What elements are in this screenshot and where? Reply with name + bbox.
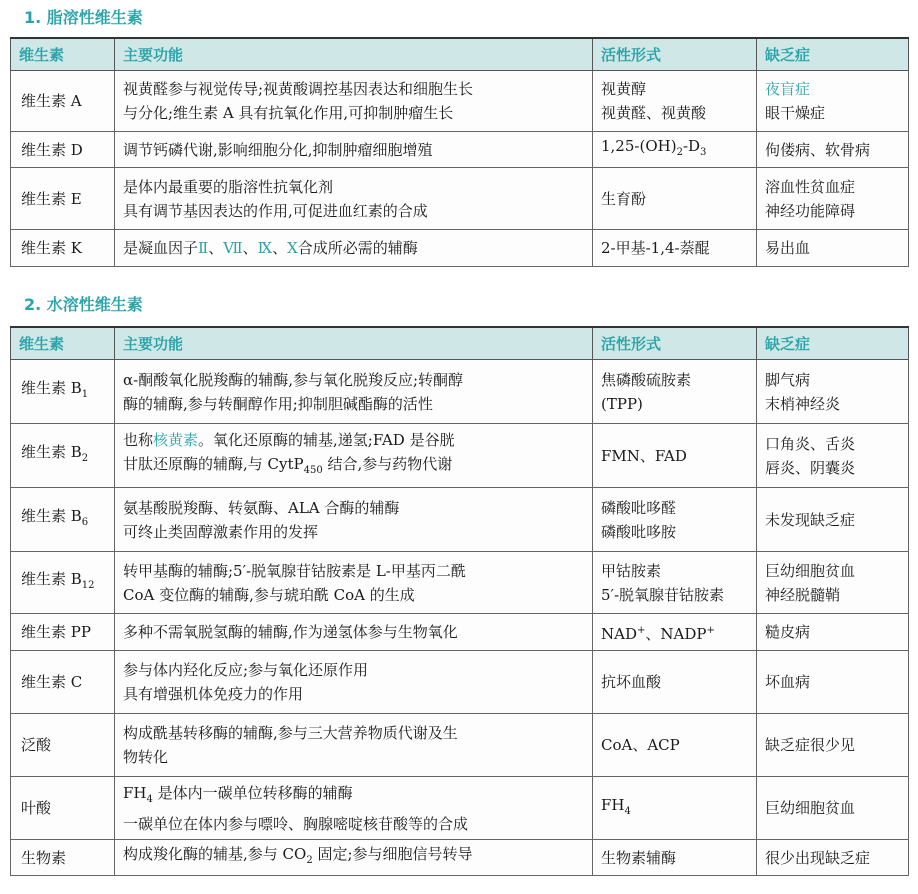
function-text: 合成所必需的辅酶 (297, 239, 418, 257)
form-text: -D (682, 137, 701, 155)
vitamin-deficiency: 溶血性贫血症 神经功能障碍 (757, 168, 909, 230)
function-text: 构成羧化酶的辅基,参与 CO (123, 845, 307, 863)
vitamin-deficiency: 脚气病 末梢神经炎 (757, 360, 909, 424)
table-row (11, 777, 909, 840)
fat-soluble-vitamin-table (10, 37, 909, 267)
table-row (11, 360, 909, 424)
vitamin-active-form (593, 614, 757, 651)
vitamin-name: 维生素 K (11, 230, 115, 267)
vitamin-name (11, 552, 115, 614)
deficiency-text: 眼干燥症 (765, 104, 826, 122)
vitamin-deficiency: 口角炎、舌炎 唇炎、阴囊炎 (757, 424, 909, 488)
header-function: 主要功能 (115, 38, 593, 71)
vitamin-function: 是体内最重要的脂溶性抗氧化剂 具有调节基因表达的作用,可促进血红素的合成 (115, 168, 593, 230)
function-text: 。氧化还原酶的辅基,递氢;FAD 是谷胱 (198, 431, 455, 449)
table-row (11, 230, 909, 267)
function-text: 是体内一碳单位转移酶的辅酶 (152, 783, 353, 802)
vitamin-active-form: 磷酸吡哆醛 磷酸吡哆胺 (593, 488, 757, 552)
table-row (11, 552, 909, 614)
function-text: 固定;参与细胞信号转导 (312, 845, 473, 863)
form-subscript: 4 (624, 805, 631, 817)
vitamin-name (11, 488, 115, 552)
vitamin-deficiency: 巨幼细胞贫血 神经脱髓鞘 (757, 552, 909, 614)
vitamin-function: 调节钙磷代谢,影响细胞分化,抑制肿瘤细胞增殖 (115, 132, 593, 168)
vitamin-name: 维生素 C (11, 651, 115, 714)
vitamin-function: 转甲基酶的辅酶;5′-脱氧腺苷钴胺素是 L-甲基丙二酰 CoA 变位酶的辅酶,参与琥珀酰 CoA 的生成 (115, 552, 593, 614)
function-text: FH (123, 783, 147, 802)
vitamin-deficiency: 很少出现缺乏症 (757, 840, 909, 876)
vitamin-name: 叶酸 (11, 777, 115, 840)
vitamin-name: 维生素 E (11, 168, 115, 230)
name-subscript: 6 (81, 517, 89, 528)
section-title-fat-soluble: 1. 脂溶性维生素 (24, 8, 143, 27)
header-active-form: 活性形式 (593, 327, 757, 360)
function-text: 一碳单位在体内参与嘌呤、胸腺嘧啶核苷酸等的合成 (123, 814, 469, 833)
vitamin-function (115, 424, 593, 488)
water-soluble-vitamin-table (10, 326, 909, 876)
function-subscript: 450 (303, 465, 323, 476)
form-text: 1,25-(OH) (601, 137, 677, 155)
header-function: 主要功能 (115, 327, 593, 360)
table-row (11, 651, 909, 714)
form-text: NAD (601, 624, 637, 643)
header-vitamin: 维生素 (11, 327, 115, 360)
function-text: 也称 (123, 431, 154, 449)
table-header-row (11, 327, 909, 360)
vitamin-function: 氨基酸脱羧酶、转氨酶、ALA 合酶的辅酶 可终止类固醇激素作用的发挥 (115, 488, 593, 552)
table-row (11, 71, 909, 132)
form-superscript: + (636, 624, 646, 636)
vitamin-active-form: 生物素辅酶 (593, 840, 757, 876)
function-text: 结合,参与药物代谢 (322, 455, 453, 473)
vitamin-function: 多种不需氧脱氢酶的辅酶,作为递氢体参与生物氧化 (115, 614, 593, 651)
vitamin-active-form: 焦磷酸硫胺素 (TPP) (593, 360, 757, 424)
vitamin-deficiency: 糙皮病 (757, 614, 909, 651)
header-deficiency: 缺乏症 (757, 327, 909, 360)
name-subscript: 12 (81, 580, 95, 591)
name-text: 维生素 B (21, 379, 82, 397)
table-row (11, 488, 909, 552)
form-subscript: 3 (700, 147, 707, 158)
name-text: 维生素 B (21, 507, 82, 525)
form-superscript: + (706, 624, 715, 636)
name-subscript: 1 (81, 389, 89, 400)
clotting-factor: Ⅹ (287, 239, 298, 257)
name-text: 维生素 B (21, 443, 82, 461)
name-text: 维生素 B (21, 570, 82, 588)
function-highlight: 核黄素 (153, 431, 199, 449)
table-row (11, 614, 909, 651)
vitamin-name (11, 360, 115, 424)
section-title-water-soluble: 2. 水溶性维生素 (24, 295, 143, 314)
form-subscript: 2 (676, 147, 683, 158)
header-vitamin: 维生素 (11, 38, 115, 71)
vitamin-name: 泛酸 (11, 714, 115, 777)
deficiency-highlight: 夜盲症 (765, 80, 811, 98)
table-row (11, 840, 909, 876)
header-active-form: 活性形式 (593, 38, 757, 71)
vitamin-deficiency: 坏血病 (757, 651, 909, 714)
vitamin-active-form (593, 132, 757, 168)
vitamin-active-form: 生育酚 (593, 168, 757, 230)
vitamin-function (115, 777, 593, 840)
vitamin-deficiency: 巨幼细胞贫血 (757, 777, 909, 840)
vitamin-deficiency: 佝偻病、软骨病 (757, 132, 909, 168)
vitamin-name: 维生素 PP (11, 614, 115, 651)
function-text: 甘肽还原酶的辅酶,与 CytP (123, 455, 304, 473)
vitamin-active-form: 甲钴胺素 5′-脱氧腺苷钴胺素 (593, 552, 757, 614)
clotting-factor: Ⅱ (198, 239, 209, 257)
vitamin-function: 视黄醛参与视觉传导;视黄酸调控基因表达和细胞生长 与分化;维生素 A 具有抗氧化作用,可抑制肿瘤生长 (115, 71, 593, 132)
vitamin-function (115, 840, 593, 876)
vitamin-name: 维生素 A (11, 71, 115, 132)
header-deficiency: 缺乏症 (757, 38, 909, 71)
vitamin-active-form: 2-甲基-1,4-萘醌 (593, 230, 757, 267)
vitamin-deficiency: 易出血 (757, 230, 909, 267)
name-subscript: 2 (81, 453, 89, 464)
table-row (11, 424, 909, 488)
clotting-factor: Ⅶ (223, 239, 243, 257)
vitamin-active-form: CoA、ACP (593, 714, 757, 777)
function-subscript: 2 (306, 855, 313, 866)
vitamin-function: 是凝血因子Ⅱ、Ⅶ、Ⅸ、Ⅹ合成所必需的辅酶 (115, 230, 593, 267)
clotting-factor: Ⅸ (257, 239, 273, 257)
table-row (11, 132, 909, 168)
function-text: 是凝血因子 (123, 239, 199, 257)
vitamin-deficiency: 未发现缺乏症 (757, 488, 909, 552)
vitamin-name: 维生素 D (11, 132, 115, 168)
vitamin-active-form: 视黄醇 视黄醛、视黄酸 (593, 71, 757, 132)
vitamin-function: 构成酰基转移酶的辅酶,参与三大营养物质代谢及生 物转化 (115, 714, 593, 777)
vitamin-name (11, 424, 115, 488)
vitamin-deficiency (757, 71, 909, 132)
vitamin-active-form (593, 777, 757, 840)
table-row (11, 714, 909, 777)
table-header-row (11, 38, 909, 71)
table-row (11, 168, 909, 230)
form-text: FH (601, 795, 625, 814)
vitamin-active-form: 抗坏血酸 (593, 651, 757, 714)
form-text: 、NADP (645, 624, 707, 643)
vitamin-function: α-酮酸氧化脱羧酶的辅酶,参与氧化脱羧反应;转酮醇 酶的辅酶,参与转酮醇作用;抑制胆碱酯酶的活性 (115, 360, 593, 424)
function-subscript: 4 (146, 793, 153, 805)
vitamin-name: 生物素 (11, 840, 115, 876)
vitamin-active-form: FMN、FAD (593, 424, 757, 488)
vitamin-deficiency: 缺乏症很少见 (757, 714, 909, 777)
vitamin-function: 参与体内羟化反应;参与氧化还原作用 具有增强机体免疫力的作用 (115, 651, 593, 714)
